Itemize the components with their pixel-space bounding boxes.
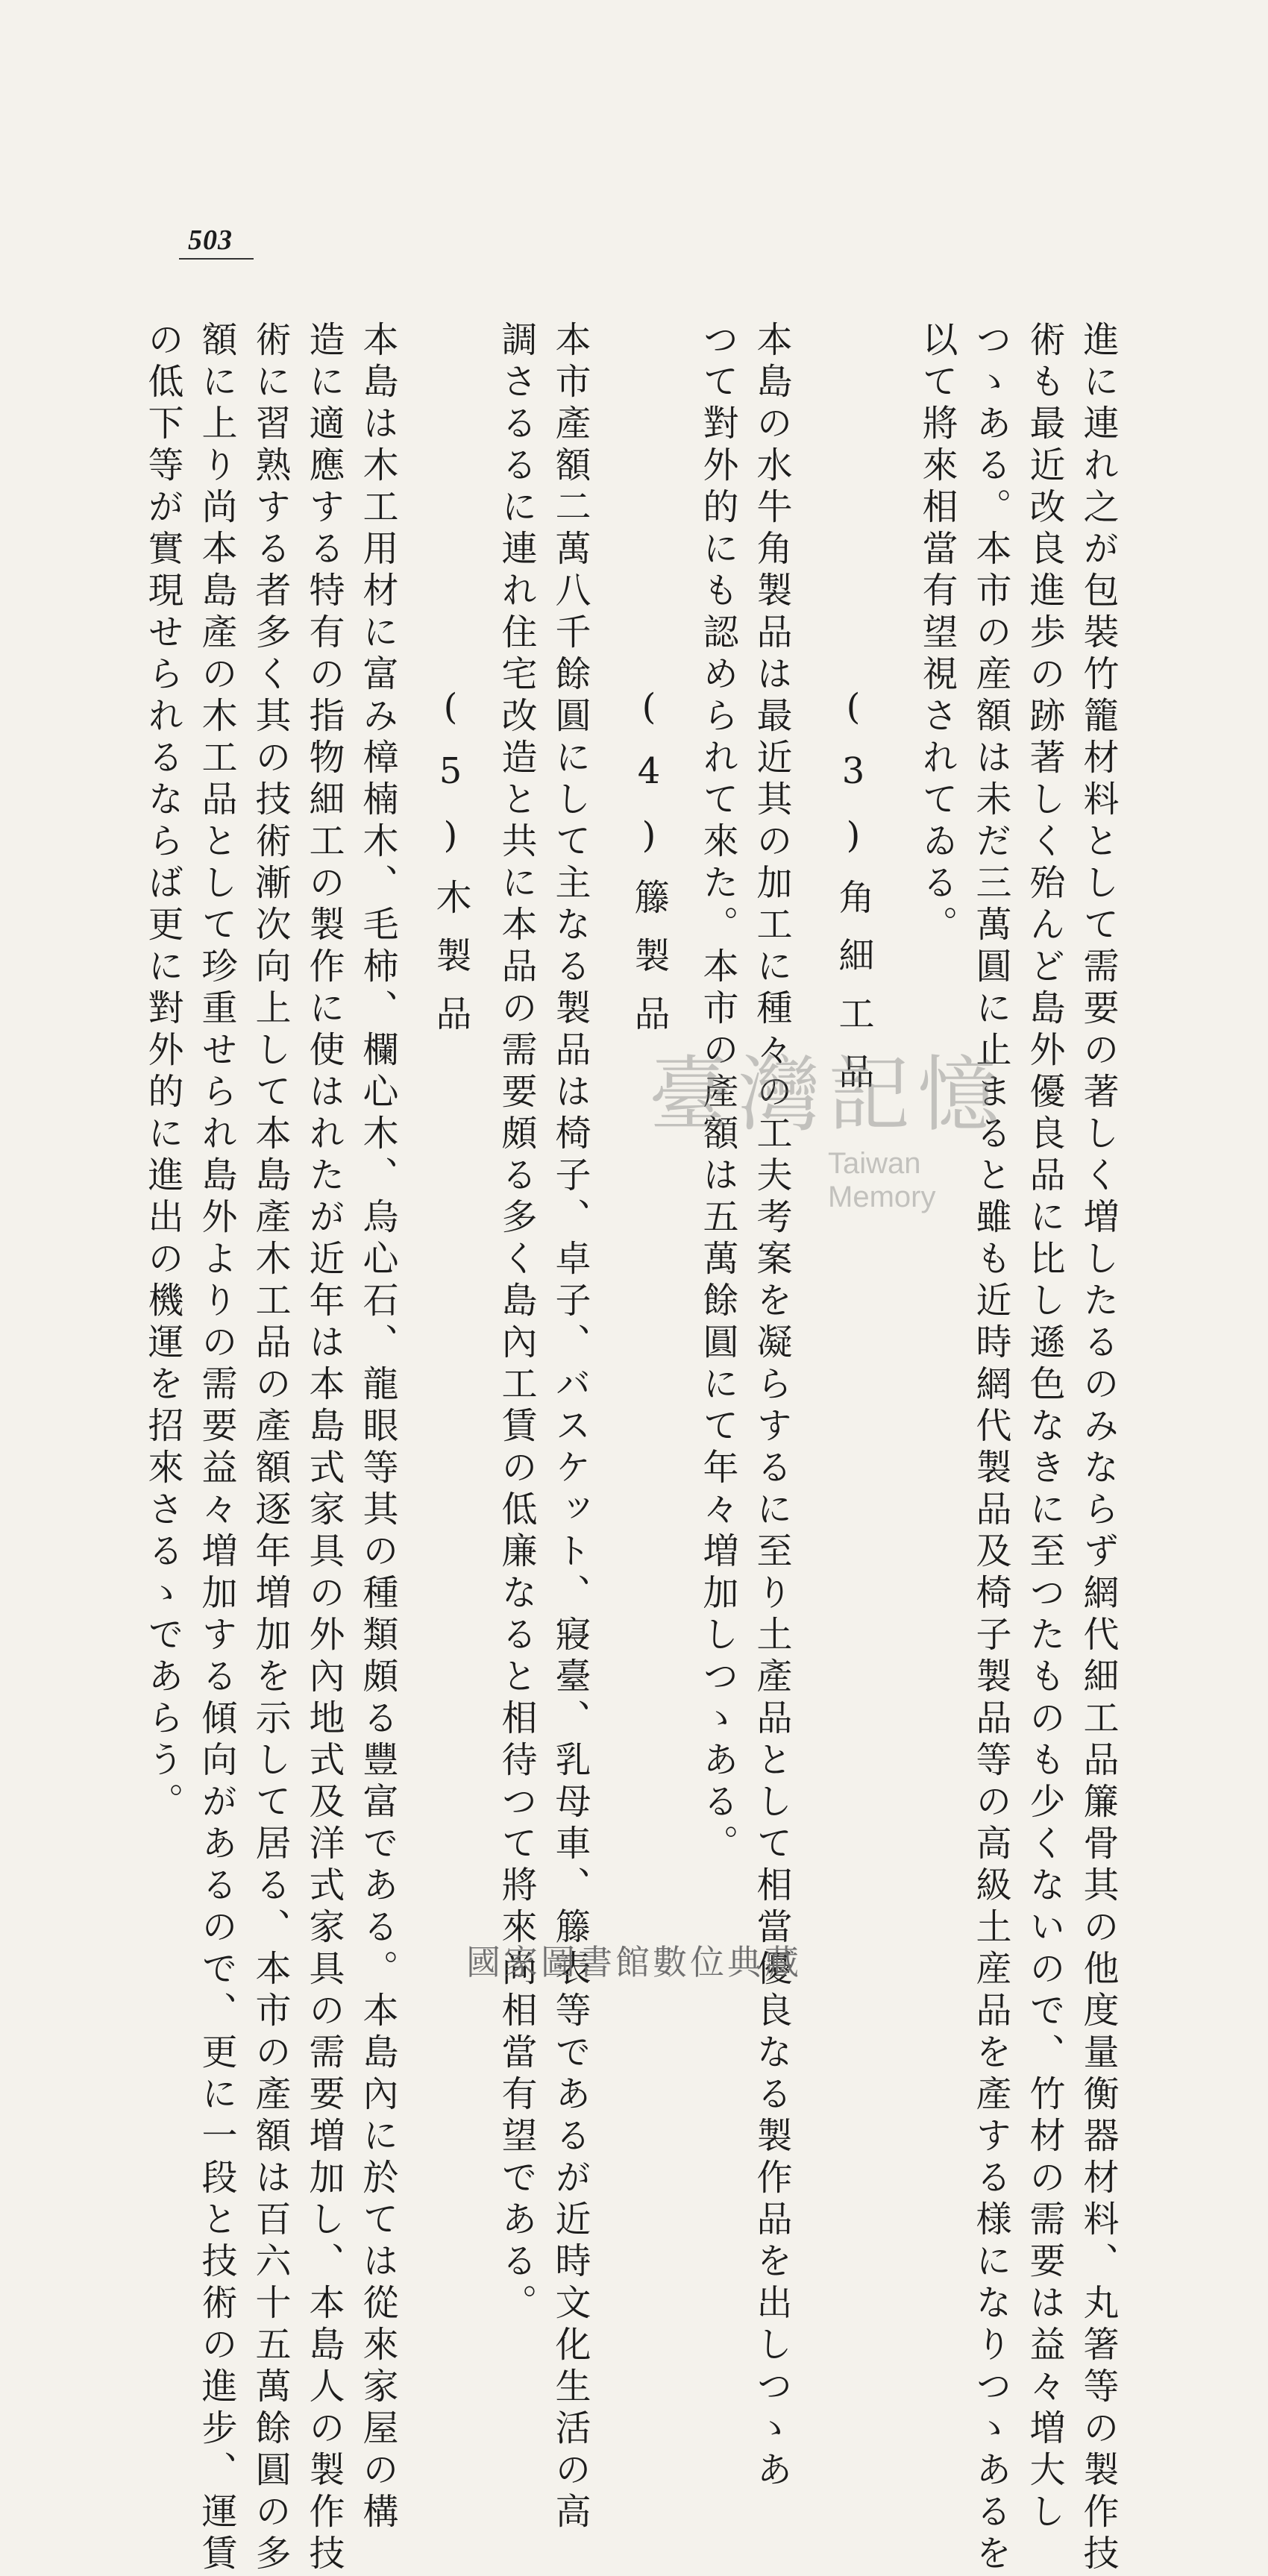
- text-column: 造に適應する特有の指物細工の製作に使はれたが近年は本島式家具の外內地式及洋式家具の需要増加し、本島人の製作技: [303, 321, 345, 2576]
- text-column: 進に連れ之が包裝竹籠材料として需要の著しく増したるのみならず網代細工品簾骨其の他度量衡器材料、丸箸等の製作技: [1077, 321, 1119, 2576]
- section-heading: (5)木製品: [430, 686, 471, 1053]
- text-column: つゝある。本市の産額は未だ三萬圓に止まると雖も近時網代製品及椅子製品等の高級土産品を產する様になりつゝあるを: [970, 321, 1011, 2576]
- page-number: 503: [188, 224, 233, 256]
- watermark-english: Taiwan Memory: [828, 1147, 936, 1213]
- text-column: の低下等が實現せられるならば更に對外的に進出の機運を招來さるゝであらう。: [142, 321, 183, 1824]
- text-column: 術に習熟する者多く其の技術漸次向上して本島產木工品の產額逐年増加を示して居る、本市の產額は百六十五萬餘圓の多: [249, 321, 291, 2576]
- text-column: 術も最近改良進歩の跡著しく殆んど島外優良品に比し遜色なきに至つたものも少くないので、竹材の需要は益々増大し: [1023, 321, 1065, 2534]
- page-number-rule: [179, 258, 254, 260]
- text-column: 額に上り尚本島產の木工品として珍重せられ島外よりの需要益々増加する傾向があるので、更に一段と技術の進步、運賃: [195, 321, 237, 2576]
- text-column: 調さるるに連れ住宅改造と共に本品の需要頗る多く島內工賃の低廉なると相待つて將來尚相當有望である。: [495, 321, 537, 2325]
- text-column: 本市產額二萬八千餘圓にして主なる製品は椅子、卓子、バスケット、寢臺、乳母車、籐表等であるが近時文化生活の高: [549, 321, 591, 2534]
- text-column: 本島の水牛角製品は最近其の加工に種々の工夫考案を凝らするに至り土產品として相當優良なる製作品を出しつゝあ: [750, 321, 792, 2492]
- footer-credit: 國家圖書館數位典藏: [466, 1942, 802, 1982]
- section-heading: (3)角細工品: [832, 686, 874, 1111]
- section-heading: (4)籐製品: [628, 686, 670, 1053]
- text-column: つて對外的にも認められて來た。本市の產額は五萬餘圓にて年々増加しつゝある。: [697, 321, 738, 1866]
- watermark-chinese: 臺灣記憶: [649, 1047, 1007, 1143]
- text-column: 本島は木工用材に富み樟楠木、毛柿、欄心木、烏心石、龍眼等其の種類頗る豐富である。本島內に於ては從來家屋の構: [357, 321, 398, 2534]
- text-column: 以て將來相當有望視されてゐる。: [916, 321, 958, 947]
